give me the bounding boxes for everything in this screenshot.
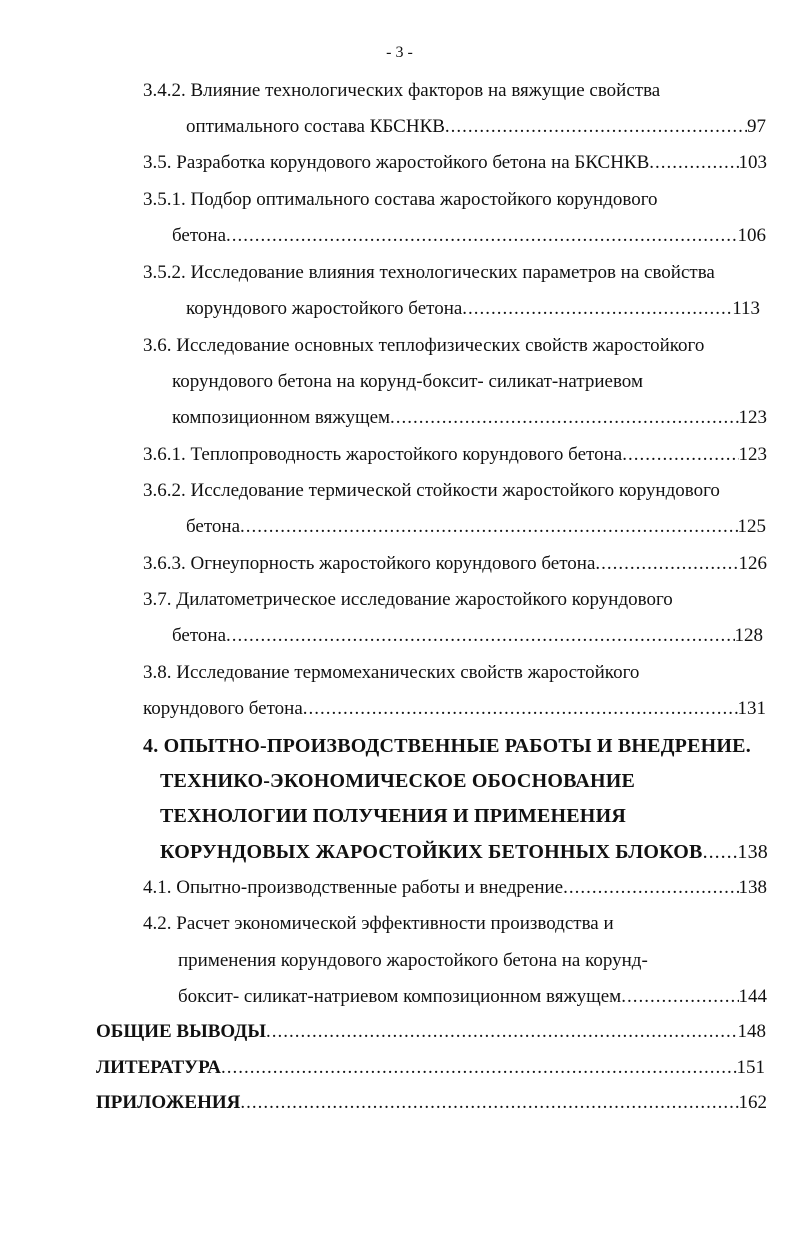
toc-text: 4.2. Расчет экономической эффективности производства и bbox=[143, 913, 614, 934]
toc-leader bbox=[240, 1092, 738, 1114]
toc-text: корундового бетона на корунд-боксит- силикат-натриевом bbox=[172, 371, 643, 392]
toc-leader bbox=[445, 116, 747, 138]
toc-leader bbox=[303, 698, 738, 720]
toc-page: 131 bbox=[737, 698, 766, 719]
toc-entry-3-6-2[interactable] bbox=[186, 516, 766, 538]
toc-text: 3.5.2. Исследование влияния технологических параметров на свойства bbox=[143, 262, 715, 283]
toc-leader bbox=[226, 225, 737, 247]
toc-leader bbox=[622, 444, 738, 466]
toc-text: 3.7. Дилатометрическое исследование жаростойкого корундового bbox=[143, 589, 673, 610]
toc-text: 3.6. Исследование основных теплофизических свойств жаростойкого bbox=[143, 335, 705, 356]
toc-line-chapter-4-c bbox=[160, 805, 626, 827]
toc-leader bbox=[563, 877, 738, 899]
toc-entry-3-6[interactable] bbox=[172, 407, 767, 429]
toc-text: 4. ОПЫТНО-ПРОИЗВОДСТВЕННЫЕ РАБОТЫ И ВНЕДРЕНИЕ. bbox=[143, 735, 751, 757]
toc-text: 3.4.2. Влияние технологических факторов на вяжущие свойства bbox=[143, 80, 661, 101]
toc-leader bbox=[703, 841, 738, 863]
toc-page: 106 bbox=[737, 225, 766, 246]
toc-entry-3-4-2[interactable] bbox=[186, 116, 766, 138]
toc-entry-3-7[interactable] bbox=[172, 625, 763, 647]
toc-text: 4.1. Опытно-производственные работы и внедрение bbox=[143, 877, 564, 898]
toc-page: 128 bbox=[734, 625, 763, 646]
toc-page: 148 bbox=[737, 1021, 766, 1042]
toc-text: 3.8. Исследование термомеханических свойств жаростойкого bbox=[143, 662, 640, 683]
toc-line-3-6 bbox=[143, 335, 704, 357]
toc-page: 144 bbox=[738, 986, 767, 1007]
toc-page: 97 bbox=[747, 116, 766, 137]
toc-text: оптимального состава КБСНКВ bbox=[186, 116, 445, 137]
toc-line-3-7 bbox=[143, 589, 673, 611]
toc-entry-3-5-2[interactable] bbox=[186, 298, 760, 320]
toc-text: 3.5.1. Подбор оптимального состава жаростойкого корундового bbox=[143, 189, 658, 210]
toc-line-4-2-b bbox=[178, 950, 648, 972]
toc-text: бетона bbox=[186, 516, 241, 537]
toc-text: корундового бетона bbox=[143, 698, 303, 719]
toc-page: 113 bbox=[732, 298, 760, 319]
toc-line-3-6-2 bbox=[143, 480, 720, 502]
toc-page: 162 bbox=[738, 1092, 767, 1113]
toc-line-4-2 bbox=[143, 913, 614, 935]
toc-entry-4-1[interactable] bbox=[143, 877, 767, 899]
toc-leader bbox=[649, 152, 738, 174]
toc-leader bbox=[390, 407, 738, 429]
toc-line-3-5-1 bbox=[143, 189, 658, 211]
toc-page: 103 bbox=[738, 152, 767, 173]
toc-entry-3-6-1[interactable] bbox=[143, 444, 767, 466]
toc-page: 151 bbox=[736, 1057, 765, 1078]
toc-text: КОРУНДОВЫХ ЖАРОСТОЙКИХ БЕТОННЫХ БЛОКОВ bbox=[160, 841, 703, 863]
toc-text: применения корундового жаростойкого бетона на корунд- bbox=[178, 950, 648, 971]
toc-text: бетона bbox=[172, 225, 227, 246]
toc-entry-4-2[interactable] bbox=[178, 986, 767, 1008]
toc-leader bbox=[221, 1057, 736, 1079]
toc-line-3-6-b bbox=[172, 371, 643, 393]
toc-page: 138 bbox=[737, 841, 768, 863]
toc-text: 3.6.3. Огнеупорность жаростойкого корундового бетона bbox=[143, 553, 596, 574]
toc-line-3-4-2 bbox=[143, 80, 660, 102]
toc-leader bbox=[240, 516, 737, 538]
toc-text: ТЕХНИКО-ЭКОНОМИЧЕСКОЕ ОБОСНОВАНИЕ bbox=[160, 770, 636, 792]
toc-entry-chapter-4[interactable] bbox=[160, 841, 768, 863]
toc-text: боксит- силикат-натриевом композиционном вяжущем bbox=[178, 986, 622, 1007]
toc-page: 126 bbox=[738, 553, 767, 574]
toc-entry-literature[interactable] bbox=[96, 1057, 765, 1079]
toc-entry-3-8[interactable] bbox=[143, 698, 766, 720]
toc-text: ТЕХНОЛОГИИ ПОЛУЧЕНИЯ И ПРИМЕНЕНИЯ bbox=[160, 805, 626, 827]
toc-leader bbox=[462, 298, 732, 320]
toc-leader bbox=[621, 986, 738, 1008]
toc-text: корундового жаростойкого бетона bbox=[186, 298, 463, 319]
toc-leader bbox=[266, 1021, 738, 1043]
toc-entry-3-6-3[interactable] bbox=[143, 553, 767, 575]
toc-line-3-5-2 bbox=[143, 262, 715, 284]
toc-page: 138 bbox=[738, 877, 767, 898]
toc-text: бетона bbox=[172, 625, 227, 646]
page-number: - 3 - bbox=[386, 44, 413, 61]
toc-line-3-8 bbox=[143, 662, 639, 684]
toc-page: 123 bbox=[738, 444, 767, 465]
toc-text: композиционном вяжущем bbox=[172, 407, 391, 428]
toc-leader bbox=[595, 553, 738, 575]
toc-line-chapter-4 bbox=[143, 735, 751, 757]
toc-page: 125 bbox=[737, 516, 766, 537]
toc-text: ЛИТЕРАТУРА bbox=[96, 1057, 222, 1078]
toc-text: ОБЩИЕ ВЫВОДЫ bbox=[96, 1021, 266, 1042]
toc-text: 3.5. Разработка корундового жаростойкого бетона на БКСНКВ bbox=[143, 152, 650, 173]
toc-leader bbox=[226, 625, 734, 647]
toc-entry-conclusions[interactable] bbox=[96, 1021, 766, 1043]
toc-page: 123 bbox=[738, 407, 767, 428]
toc-text: 3.6.1. Теплопроводность жаростойкого корундового бетона bbox=[143, 444, 623, 465]
toc-entry-appendices[interactable] bbox=[96, 1092, 767, 1114]
toc-line-chapter-4-b bbox=[160, 770, 635, 792]
toc-text: ПРИЛОЖЕНИЯ bbox=[96, 1092, 241, 1113]
toc-entry-3-5-1[interactable] bbox=[172, 225, 766, 247]
toc-entry-3-5[interactable] bbox=[143, 152, 767, 174]
toc-text: 3.6.2. Исследование термической стойкости жаростойкого корундового bbox=[143, 480, 720, 501]
